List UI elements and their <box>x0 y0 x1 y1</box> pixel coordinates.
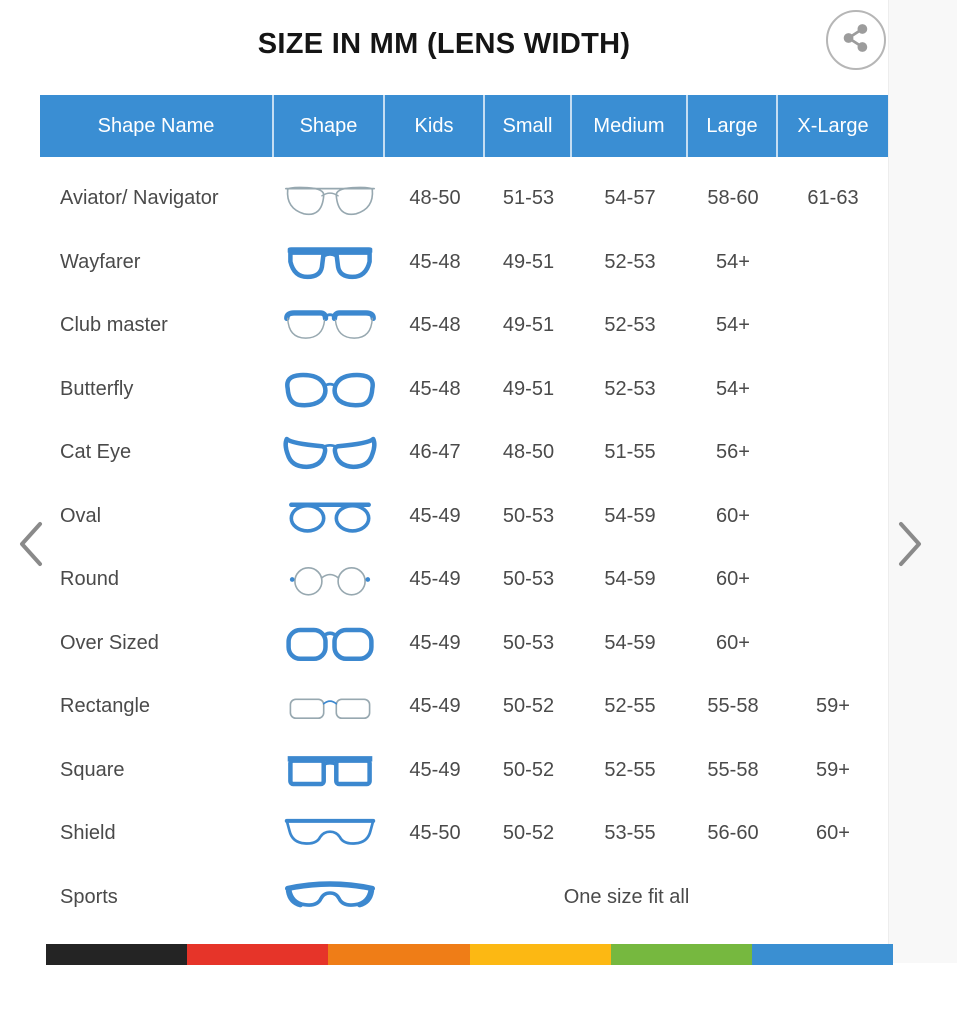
share-icon <box>839 21 873 60</box>
table-row-butterfly <box>40 358 888 422</box>
size-value: 48-50 <box>409 187 461 210</box>
square-glasses-icon <box>274 748 385 793</box>
round-glasses-icon <box>274 557 385 602</box>
table-row-cateye <box>40 421 888 485</box>
oval-glasses-icon <box>274 494 385 539</box>
oversized-glasses-icon <box>274 621 385 666</box>
size-value: 54+ <box>716 377 750 400</box>
size-value: 55-58 <box>707 695 759 718</box>
size-value: 60+ <box>816 822 850 845</box>
size-value: 56+ <box>716 441 750 464</box>
carousel-next-button[interactable] <box>893 516 927 572</box>
size-value: 49-51 <box>502 314 555 337</box>
size-value: 45-49 <box>409 631 461 654</box>
size-value: 49-51 <box>502 250 555 273</box>
table-header-row <box>40 95 888 157</box>
share-button[interactable] <box>826 10 886 70</box>
size-value: 60+ <box>716 504 750 527</box>
shape-name-label: Shield <box>60 822 116 845</box>
size-value: 46-47 <box>409 441 461 464</box>
size-value: 50-52 <box>502 695 555 718</box>
shape-name-label: Club master <box>60 314 168 337</box>
footer-color-bar <box>46 944 893 965</box>
size-value: 54-57 <box>604 187 656 210</box>
shape-name-label: Round <box>60 568 119 591</box>
table-row-square <box>40 739 888 803</box>
butterfly-glasses-icon <box>274 367 385 412</box>
size-value: 49-51 <box>502 377 555 400</box>
table-row-round <box>40 548 888 612</box>
shape-name-label: Oval <box>60 504 102 527</box>
size-value: 50-53 <box>502 568 555 591</box>
table-row-clubmaster <box>40 294 888 358</box>
size-value: 60+ <box>716 631 750 654</box>
header-shape: Shape <box>274 95 385 157</box>
header-medium: Medium <box>572 95 688 157</box>
size-value: 59+ <box>816 695 850 718</box>
size-value: 52-55 <box>604 695 656 718</box>
size-value: 55-58 <box>707 758 759 781</box>
size-value: 52-53 <box>604 314 656 337</box>
cateye-glasses-icon <box>274 430 385 475</box>
shape-name-label: Wayfarer <box>60 250 141 273</box>
size-value: 54+ <box>716 314 750 337</box>
size-value: 56-60 <box>707 822 759 845</box>
size-value: 59+ <box>816 758 850 781</box>
shape-name-label: Cat Eye <box>60 441 132 464</box>
rectangle-glasses-icon <box>274 684 385 729</box>
header-kids: Kids <box>385 95 485 157</box>
size-value: 45-49 <box>409 568 461 591</box>
size-value: 50-52 <box>502 758 555 781</box>
carousel-next-slide-edge <box>888 0 957 963</box>
shape-name-label: Sports <box>60 885 118 908</box>
footer-color-segment <box>470 944 611 965</box>
shape-name-label: Over Sized <box>60 631 159 654</box>
table-row-oval <box>40 485 888 549</box>
footer-color-segment <box>611 944 752 965</box>
shape-name-label: Square <box>60 758 125 781</box>
footer-color-segment <box>46 944 187 965</box>
chevron-right-icon <box>893 559 927 576</box>
size-value: 45-49 <box>409 695 461 718</box>
wayfarer-glasses-icon <box>274 240 385 285</box>
size-value: 61-63 <box>807 187 859 210</box>
aviator-glasses-icon <box>274 176 385 221</box>
size-value: 54-59 <box>604 504 656 527</box>
shape-name-label: Aviator/ Navigator <box>60 187 219 210</box>
size-value: 50-53 <box>502 631 555 654</box>
header-shape-name: Shape Name <box>40 95 274 157</box>
shape-name-label: Rectangle <box>60 695 151 718</box>
footer-color-segment <box>187 944 328 965</box>
size-value: 45-49 <box>409 504 461 527</box>
size-value: 54-59 <box>604 568 656 591</box>
sports-glasses-icon <box>274 875 385 920</box>
header-small: Small <box>485 95 572 157</box>
size-value: 54+ <box>716 250 750 273</box>
size-value: 51-55 <box>604 441 656 464</box>
shield-glasses-icon <box>274 811 385 856</box>
table-row-rectangle <box>40 675 888 739</box>
size-value: 54-59 <box>604 631 656 654</box>
header-large: Large <box>688 95 778 157</box>
size-value: 58-60 <box>707 187 759 210</box>
table-row-sports <box>40 866 888 930</box>
page-title: SIZE IN MM (LENS WIDTH) <box>257 28 631 60</box>
size-value: 45-49 <box>409 758 461 781</box>
size-value: 50-52 <box>502 822 555 845</box>
shape-name-label: Butterfly <box>60 377 134 400</box>
one-size-note: One size fit all <box>563 885 690 908</box>
size-value: 52-55 <box>604 758 656 781</box>
size-value: 60+ <box>716 568 750 591</box>
size-value: 45-48 <box>409 250 461 273</box>
table-row-shield <box>40 802 888 866</box>
size-value: 52-53 <box>604 250 656 273</box>
size-value: 52-53 <box>604 377 656 400</box>
size-value: 45-50 <box>409 822 461 845</box>
size-value: 48-50 <box>502 441 555 464</box>
table-row-oversized <box>40 612 888 676</box>
table-row-aviator <box>40 167 888 231</box>
size-value: 45-48 <box>409 377 461 400</box>
size-value: 53-55 <box>604 822 656 845</box>
table-row-wayfarer <box>40 231 888 295</box>
table-body <box>40 167 888 929</box>
size-value: 45-48 <box>409 314 461 337</box>
size-chart-table <box>40 95 888 157</box>
header-xlarge: X-Large <box>797 114 869 137</box>
footer-color-segment <box>328 944 469 965</box>
size-value: 50-53 <box>502 504 555 527</box>
clubmaster-glasses-icon <box>274 303 385 348</box>
size-value: 51-53 <box>502 187 555 210</box>
footer-color-segment <box>752 944 893 965</box>
